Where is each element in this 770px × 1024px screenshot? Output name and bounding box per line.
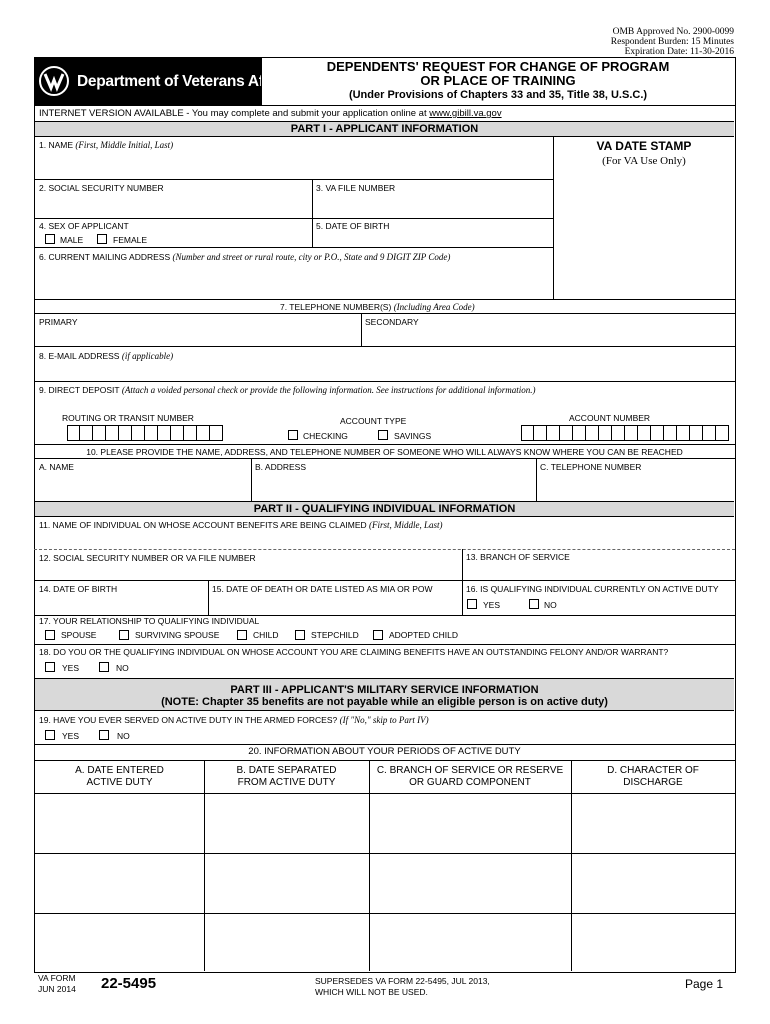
primary-phone-input[interactable] <box>36 328 358 344</box>
q19-no-label: NO <box>117 731 130 741</box>
omb-block <box>611 27 734 57</box>
title-line3: (Under Provisions of Chapters 33 and 35, Title 38, U.S.C.) <box>348 89 648 101</box>
part3-title: PART III - APPLICANT'S MILITARY SERVICE INFORMATION <box>230 684 539 696</box>
secondary-phone-label: SECONDARY <box>365 317 419 327</box>
q12-input[interactable] <box>36 564 460 578</box>
agency-name: Department of Veterans Affairs <box>77 73 295 90</box>
secondary-phone-input[interactable] <box>363 328 732 344</box>
q14-input[interactable] <box>36 596 206 613</box>
va-seal-logo-icon <box>39 66 69 96</box>
q20-label: 20. INFORMATION ABOUT YOUR PERIODS OF ACTIVE DUTY <box>248 746 521 757</box>
q19-yes-checkbox[interactable] <box>45 730 55 740</box>
contact-address-input[interactable] <box>253 473 534 499</box>
va-file-label: 3. VA FILE NUMBER <box>316 183 396 193</box>
q13-label: 13. BRANCH OF SERVICE <box>466 552 570 562</box>
name-label: 1. NAME (First, Middle Initial, Last) <box>39 140 174 150</box>
spouse-checkbox[interactable] <box>45 630 55 640</box>
title-line2: OR PLACE OF TRAINING <box>420 73 576 88</box>
form-title <box>262 60 734 102</box>
internet-url-link[interactable]: www.gibill.va.gov <box>429 108 502 119</box>
service-period-row[interactable] <box>36 855 733 912</box>
q16-no-label: NO <box>544 600 557 610</box>
contact-phone-label: C. TELEPHONE NUMBER <box>540 462 642 472</box>
q19-no-checkbox[interactable] <box>99 730 109 740</box>
col-d-header: D. CHARACTER OF DISCHARGE <box>607 765 699 788</box>
part3-note: (NOTE: Chapter 35 benefits are not payable while an eligible person is on active duty) <box>161 696 608 708</box>
footer-form-number: 22-5495 <box>101 975 157 992</box>
va-date-stamp-sub: (For VA Use Only) <box>602 155 686 167</box>
child-label: CHILD <box>253 630 279 640</box>
email-label: 8. E-MAIL ADDRESS (if applicable) <box>39 351 174 361</box>
child-checkbox[interactable] <box>237 630 247 640</box>
q15-label: 15. DATE OF DEATH OR DATE LISTED AS MIA OR POW <box>212 584 433 594</box>
account-number-boxes[interactable] <box>521 425 729 441</box>
part1-header: PART I - APPLICANT INFORMATION <box>35 121 734 137</box>
footer-supersedes-1: SUPERSEDES VA FORM 22-5495, JUL 2013, <box>315 976 490 986</box>
q11-input[interactable] <box>36 531 732 547</box>
q12-label: 12. SOCIAL SECURITY NUMBER OR VA FILE NUMBER <box>39 553 256 563</box>
col-b-header: B. DATE SEPARATED FROM ACTIVE DUTY <box>236 765 337 788</box>
col-c-header: C. BRANCH OF SERVICE OR RESERVE OR GUARD COMPONENT <box>376 765 564 788</box>
sex-label: 4. SEX OF APPLICANT <box>39 221 129 231</box>
omb-burden: Respondent Burden: 15 Minutes <box>610 37 734 47</box>
female-label: FEMALE <box>113 235 148 245</box>
col-a-header: A. DATE ENTERED ACTIVE DUTY <box>75 765 164 788</box>
q19-yes-label: YES <box>62 731 80 741</box>
va-file-input[interactable] <box>314 194 551 216</box>
service-period-row[interactable] <box>36 795 733 852</box>
savings-checkbox[interactable] <box>378 430 388 440</box>
address-label: 6. CURRENT MAILING ADDRESS (Number and street or rural route, city or P.O., State and 9 DIGIT ZIP Code) <box>39 252 451 262</box>
dob-label: 5. DATE OF BIRTH <box>316 221 390 231</box>
part3-header <box>35 678 734 711</box>
part2-header: PART II - QUALIFYING INDIVIDUAL INFORMATION <box>35 501 734 517</box>
q17-label: 17. YOUR RELATIONSHIP TO QUALIFYING INDIVIDUAL <box>39 616 260 626</box>
savings-label: SAVINGS <box>394 431 432 441</box>
ssn-label: 2. SOCIAL SECURITY NUMBER <box>39 183 164 193</box>
footer-date: JUN 2014 <box>38 984 76 994</box>
omb-approved: OMB Approved No. 2900-0099 <box>612 27 734 37</box>
va-header-logo <box>35 58 295 105</box>
address-input[interactable] <box>36 264 551 298</box>
name-input[interactable] <box>36 150 551 178</box>
male-checkbox[interactable] <box>45 234 55 244</box>
q18-yes-checkbox[interactable] <box>45 662 55 672</box>
q13-input[interactable] <box>464 564 732 578</box>
stepchild-checkbox[interactable] <box>295 630 305 640</box>
email-input[interactable] <box>36 363 732 380</box>
va-date-stamp-title: VA DATE STAMP <box>596 139 692 153</box>
contact-name-label: A. NAME <box>39 462 74 472</box>
q19-label: 19. HAVE YOU EVER SERVED ON ACTIVE DUTY IN THE ARMED FORCES? (If "No," skip to Part IV) <box>39 715 429 725</box>
spouse-label: SPOUSE <box>61 630 97 640</box>
routing-label: ROUTING OR TRANSIT NUMBER <box>62 413 194 423</box>
footer-page: Page 1 <box>685 977 724 991</box>
ssn-input[interactable] <box>36 194 311 216</box>
q16-label: 16. IS QUALIFYING INDIVIDUAL CURRENTLY ON ACTIVE DUTY <box>466 584 719 594</box>
surviving-spouse-checkbox[interactable] <box>119 630 129 640</box>
contact-name-input[interactable] <box>36 473 249 499</box>
male-label: MALE <box>60 235 84 245</box>
q18-no-label: NO <box>116 663 129 673</box>
footer-va-form: VA FORM <box>38 973 76 983</box>
account-type-label: ACCOUNT TYPE <box>340 416 407 426</box>
q14-label: 14. DATE OF BIRTH <box>39 584 118 594</box>
omb-expiration: Expiration Date: 11-30-2016 <box>624 47 734 57</box>
contact-address-label: B. ADDRESS <box>255 462 307 472</box>
stepchild-label: STEPCHILD <box>311 630 359 640</box>
checking-label: CHECKING <box>303 431 348 441</box>
female-checkbox[interactable] <box>97 234 107 244</box>
contact-label: 10. PLEASE PROVIDE THE NAME, ADDRESS, AND TELEPHONE NUMBER OF SOMEONE WHO WILL ALWAYS KNOW WHERE YOU CAN BE REACHED <box>86 447 683 457</box>
q16-yes-checkbox[interactable] <box>467 599 477 609</box>
contact-phone-input[interactable] <box>538 473 732 499</box>
q16-no-checkbox[interactable] <box>529 599 539 609</box>
routing-number-boxes[interactable] <box>67 425 223 441</box>
title-line1: DEPENDENTS' REQUEST FOR CHANGE OF PROGRAM <box>326 59 670 74</box>
q18-yes-label: YES <box>62 663 80 673</box>
adopted-child-label: ADOPTED CHILD <box>389 630 458 640</box>
internet-notice: INTERNET VERSION AVAILABLE - You may complete and submit your application online at www.gibill.va.gov <box>39 108 502 119</box>
deposit-label: 9. DIRECT DEPOSIT (Attach a voided personal check or provide the following information. See instructions for additional information.) <box>39 385 536 395</box>
account-number-label: ACCOUNT NUMBER <box>569 413 651 423</box>
q11-label: 11. NAME OF INDIVIDUAL ON WHOSE ACCOUNT BENEFITS ARE BEING CLAIMED (First, Middle, Last) <box>39 520 443 530</box>
q16-yes-label: YES <box>483 600 501 610</box>
dob-input[interactable] <box>314 232 551 246</box>
footer-supersedes-2: WHICH WILL NOT BE USED. <box>315 987 428 997</box>
surviving-spouse-label: SURVIVING SPOUSE <box>135 630 220 640</box>
service-period-row[interactable] <box>36 915 733 970</box>
q18-no-checkbox[interactable] <box>99 662 109 672</box>
primary-phone-label: PRIMARY <box>39 317 78 327</box>
q15-input[interactable] <box>210 596 460 613</box>
q18-label: 18. DO YOU OR THE QUALIFYING INDIVIDUAL ON WHOSE ACCOUNT YOU ARE CLAIMING BENEFITS HAVE AN OUTSTANDING FELONY AND/OR WARRANT? <box>39 647 669 657</box>
phone-label: 7. TELEPHONE NUMBER(S) (Including Area Code) <box>280 302 475 312</box>
adopted-child-checkbox[interactable] <box>373 630 383 640</box>
checking-checkbox[interactable] <box>288 430 298 440</box>
